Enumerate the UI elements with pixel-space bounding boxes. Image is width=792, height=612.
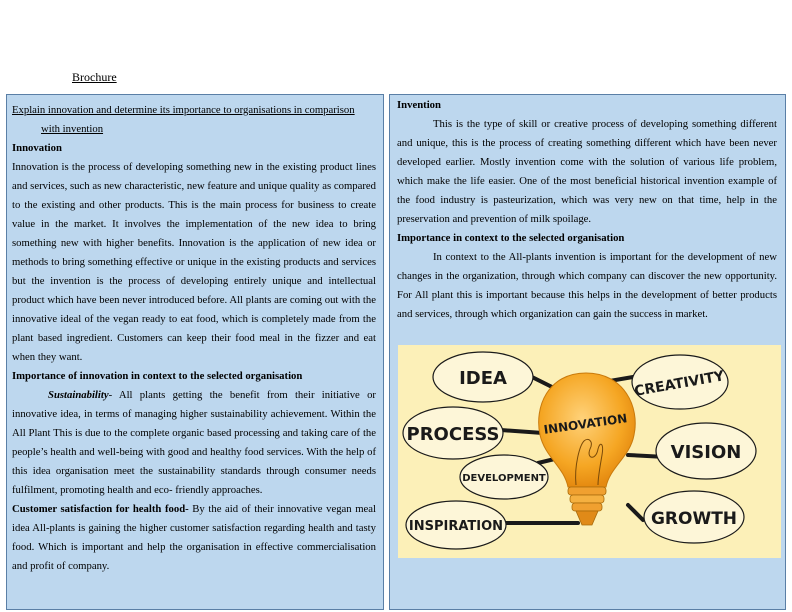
customer-satisfaction-text: By the aid of their innovative vegan meal idea All-plants is gaining the higher customer satisfaction regarding health and tasty food. Which is important and help the organisation in effective commercialisation and profit of company. <box>12 503 377 572</box>
lightbulb-diagram <box>398 345 781 558</box>
word-development: DEVELOPMENT <box>462 473 546 484</box>
document-title: Brochure <box>72 70 117 84</box>
invention-heading: Invention <box>397 99 441 111</box>
customer-satisfaction-label: Customer satisfaction for health food- <box>12 503 189 515</box>
innovation-heading: Innovation <box>12 142 62 154</box>
word-inspiration: INSPIRATION <box>408 519 504 534</box>
word-growth: GROWTH <box>650 509 738 529</box>
lightbulb-icon <box>539 373 636 525</box>
word-creativity: CREATIVITY <box>633 368 726 400</box>
invention-paragraph: This is the type of skill or creative process of developing something different and unique, this is the process of creating something different which have been never developed earlier. Mostly invention come with the solution of various life problem, which make the life easier. One of the most beneficial historical invention example of the food industry is pasteurization, which was very new on that time, help in the preservation and prevention of milk spoilage. <box>397 118 777 225</box>
word-vision: VISION <box>670 442 742 463</box>
main-question-heading: Explain innovation and determine its importance to organisations in comparison <box>12 104 355 116</box>
importance-innovation-heading: Importance of innovation in context to the selected organisation <box>12 370 303 382</box>
sustainability-paragraph <box>12 386 376 500</box>
importance-invention-heading: Importance in context to the selected organisation <box>397 232 625 244</box>
innovation-lightbulb-illustration <box>398 345 781 558</box>
main-question-heading-cont <box>12 120 376 139</box>
innovation-paragraph: Innovation is the process of developing something new in the existing product lines and services, such as new characteristic, new feature and unique quality as compared to the existing and other products. This is the main process for business to create value in the market. It involves the implementation of the new idea to bring something new with higher benefits. Innovation is the application of new idea or methods to bring something effective or unique in the existing products and services but the invention is the process of developing entirely unique and intellectual product which have been never introduced before. All plants are coming out with the innovative ideal of the vegan ready to eat food, which is completely made from the plant based ingredient. Customers can keep their food meal in the fizzer and eat when they want. <box>12 161 376 363</box>
word-idea: IDEA <box>459 368 507 389</box>
sustainability-text: - All plants getting the benefit from their initiative or innovative idea, in terms of managing higher sustainability achievement. Within the All Plant This is due to the complete organic based processing and taking care of the people’s health and well-being with good and healthy food services. With the help of this idea organisation meet the sustainability standards through consumer needs fulfilment, promoting health and eco- friendly approaches. <box>12 389 376 496</box>
sustainability-label: Sustainability <box>48 389 109 401</box>
main-question-heading-cont-text: with invention <box>41 123 104 135</box>
importance-invention-paragraph: In context to the All-plants invention is important for the development of new changes in the organization, through which company can discover the new opportunity. For All plant this is important because this helps in the development of better products and services, through which organization can gain the success in market. <box>397 251 777 320</box>
center-label: INNOVATION <box>542 411 629 437</box>
left-panel <box>6 94 384 610</box>
right-panel <box>389 94 786 610</box>
customer-satisfaction-paragraph <box>12 500 376 576</box>
word-process: PROCESS <box>406 424 500 445</box>
